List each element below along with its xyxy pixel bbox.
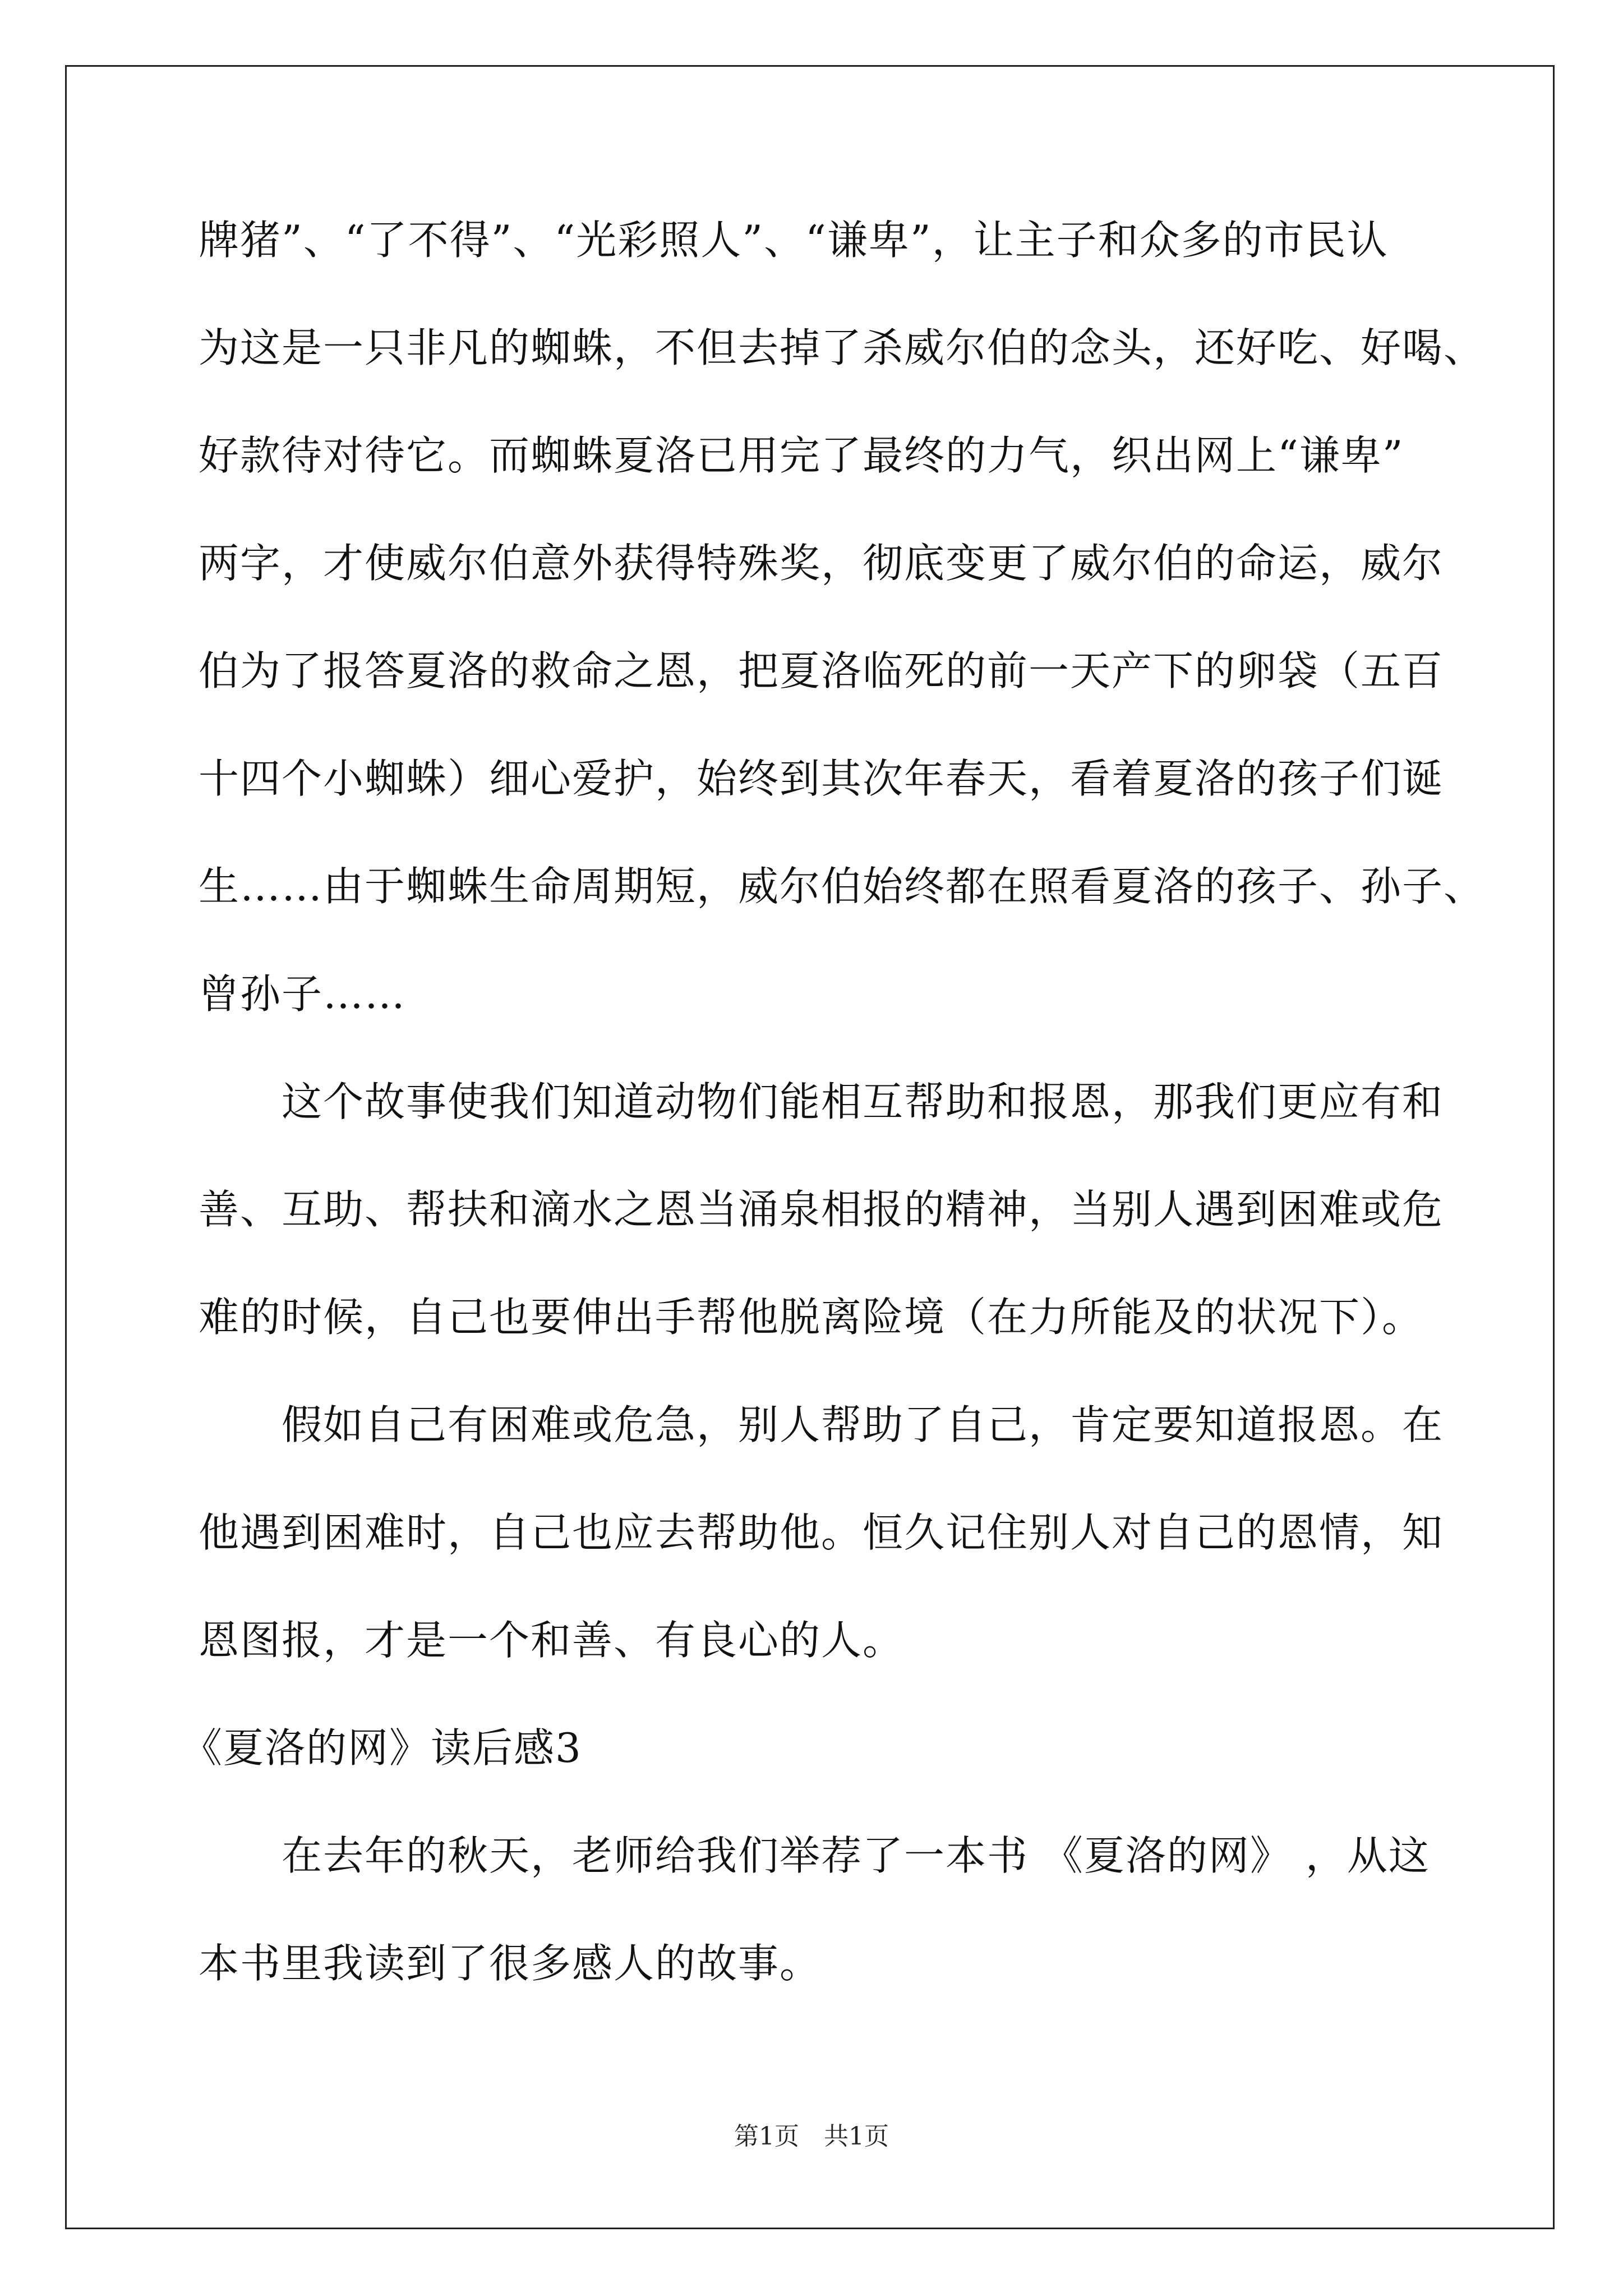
text-line: 伯为了报答夏洛的救命之恩，把夏洛临死的前一天产下的卵袋（五百: [199, 647, 1444, 694]
text-line: 在去年的秋天，老师给我们举荐了一本书 《夏洛的网》 ，从这: [282, 1832, 1430, 1879]
section-title: 《夏洛的网》读后感3: [182, 1724, 582, 1772]
text-line: 曾孙子……: [199, 970, 407, 1018]
text-line: 两字，才使威尔伯意外获得特殊奖，彻底变更了威尔伯的命运，威尔: [199, 540, 1444, 587]
text-line: 牌猪”、“了不得”、“光彩照人”、“谦卑”，让主子和众多的市民认: [199, 217, 1389, 264]
page-border: [65, 65, 1555, 2229]
text-line: 为这是一只非凡的蜘蛛，不但去掉了杀威尔伯的念头，还好吃、好喝、: [199, 324, 1486, 371]
text-line: 本书里我读到了很多感人的故事。: [199, 1940, 822, 1987]
text-line: 他遇到困难时，自己也应去帮助他。恒久记住别人对自己的恩情，知: [199, 1509, 1444, 1556]
page-number-footer: 第1页 共1页: [734, 2122, 889, 2151]
text-line: 生……由于蜘蛛生命周期短，威尔伯始终都在照看夏洛的孩子、孙子、: [199, 863, 1486, 910]
text-line: 假如自己有困难或危急，别人帮助了自己，肯定要知道报恩。在: [282, 1401, 1444, 1448]
text-line: 善、互助、帮扶和滴水之恩当涌泉相报的精神，当别人遇到困难或危: [199, 1186, 1444, 1233]
text-line: 难的时候，自己也要伸出手帮他脱离险境（在力所能及的状况下）。: [199, 1294, 1424, 1341]
text-line: 恩图报，才是一个和善、有良心的人。: [199, 1617, 905, 1664]
text-line: 十四个小蜘蛛）细心爱护，始终到其次年春天，看着夏洛的孩子们诞: [199, 755, 1444, 802]
text-line: 这个故事使我们知道动物们能相互帮助和报恩，那我们更应有和: [282, 1078, 1444, 1125]
text-line: 好款待对待它。而蜘蛛夏洛已用完了最终的力气，织出网上“谦卑”: [199, 432, 1404, 479]
